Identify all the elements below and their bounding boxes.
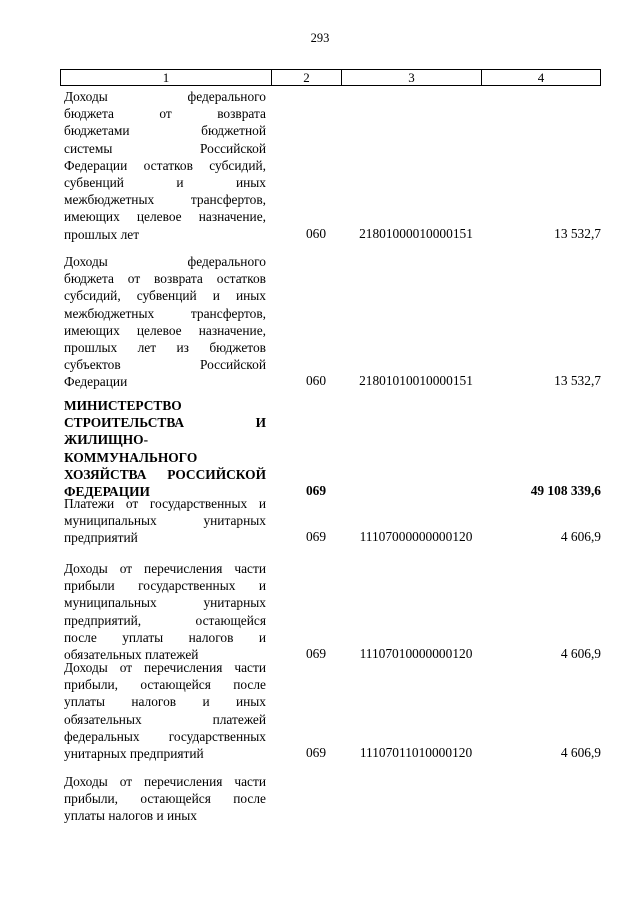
description-line: Доходы от перечисления части (64, 774, 266, 789)
description-line: межбюджетных трансфертов, (64, 305, 266, 321)
description-line: МИНИСТЕРСТВО (64, 398, 182, 413)
description-line: субсидий, субвенций и иных (64, 288, 266, 304)
description-line: имеющих целевое назначение, (64, 322, 266, 338)
row-budget-code: 11107000000000120 (359, 529, 473, 545)
description-line: имеющих целевое назначение, (64, 209, 266, 225)
table-header (60, 69, 601, 86)
description-line: ФЕДЕРАЦИИ (64, 484, 150, 500)
header-col-1: 1 (61, 70, 272, 85)
row-description (64, 560, 266, 663)
row-budget-code: 11107010000000120 (359, 646, 473, 661)
page-number: 293 (310, 31, 330, 45)
row-description (64, 397, 266, 500)
row-code: 069 (305, 646, 327, 661)
row-amount: 49 108 339,6 (530, 483, 601, 498)
row-description (64, 495, 266, 547)
description-line: Федерации (64, 374, 128, 390)
row-amount: 4 606,9 (560, 745, 601, 760)
row-budget-code: 21801000010000151 (359, 225, 473, 241)
description-line: Доходы от перечисления части (64, 660, 266, 675)
description-line: прибыли, остающейся после (64, 677, 266, 693)
description-line: бюджетами бюджетной (64, 123, 266, 139)
row-description (64, 88, 266, 243)
description-line: СТРОИТЕЛЬСТВА И (64, 415, 266, 431)
description-line: Доходы от перечисления части (64, 561, 266, 576)
description-line: уплаты налогов и иных (64, 694, 266, 710)
row-code: 069 (305, 483, 327, 498)
description-line: Федерации остатков субсидий, (64, 157, 266, 173)
row-code: 069 (305, 529, 327, 545)
row-description (64, 253, 266, 391)
description-line: прошлых лет (64, 226, 140, 242)
description-line: субвенций и иных (64, 175, 266, 191)
row-budget-code: 21801010010000151 (359, 373, 473, 389)
row-amount: 13 532,7 (554, 373, 601, 389)
row-amount: 4 606,9 (560, 529, 601, 545)
header-col-4: 4 (537, 70, 545, 85)
row-amount: 13 532,7 (554, 225, 601, 241)
description-line: после уплаты налогов и (64, 629, 266, 645)
description-line: уплаты налогов и иных (64, 808, 198, 824)
description-line: ЖИЛИЩНО- (64, 432, 149, 448)
description-line: унитарных предприятий (64, 746, 204, 762)
description-line: Доходы федерального (64, 89, 266, 104)
row-code: 069 (305, 745, 327, 760)
header-col-3: 3 (342, 70, 482, 85)
row-code: 060 (305, 373, 327, 389)
description-line: предприятий (64, 530, 138, 546)
row-description (64, 659, 266, 762)
description-line: прибыли, остающейся после (64, 791, 266, 807)
description-line: межбюджетных трансфертов, (64, 192, 266, 208)
description-line: бюджета от возврата (64, 106, 266, 122)
row-amount: 4 606,9 (560, 646, 601, 661)
description-line: муниципальных унитарных (64, 595, 266, 611)
description-line: предприятий, остающейся (64, 612, 266, 628)
description-line: федеральных государственных (64, 728, 266, 744)
description-line: прошлых лет из бюджетов (64, 340, 266, 356)
description-line: прибыли государственных и (64, 578, 266, 594)
description-line: муниципальных унитарных (64, 513, 266, 529)
description-line: Доходы федерального (64, 254, 266, 269)
description-line: системы Российской (64, 140, 266, 156)
header-col-2: 2 (272, 70, 342, 85)
description-line: обязательных платежей (64, 647, 199, 663)
description-line: ХОЗЯЙСТВА РОССИЙСКОЙ (64, 466, 266, 482)
description-line: субъектов Российской (64, 357, 266, 373)
description-line: обязательных платежей (64, 711, 266, 727)
row-description (64, 773, 266, 825)
description-line: КОММУНАЛЬНОГО (64, 449, 198, 465)
description-line: Платежи от государственных и (64, 496, 266, 511)
row-code: 060 (305, 225, 327, 241)
row-budget-code: 11107011010000120 (359, 745, 473, 760)
description-line: бюджета от возврата остатков (64, 271, 266, 287)
